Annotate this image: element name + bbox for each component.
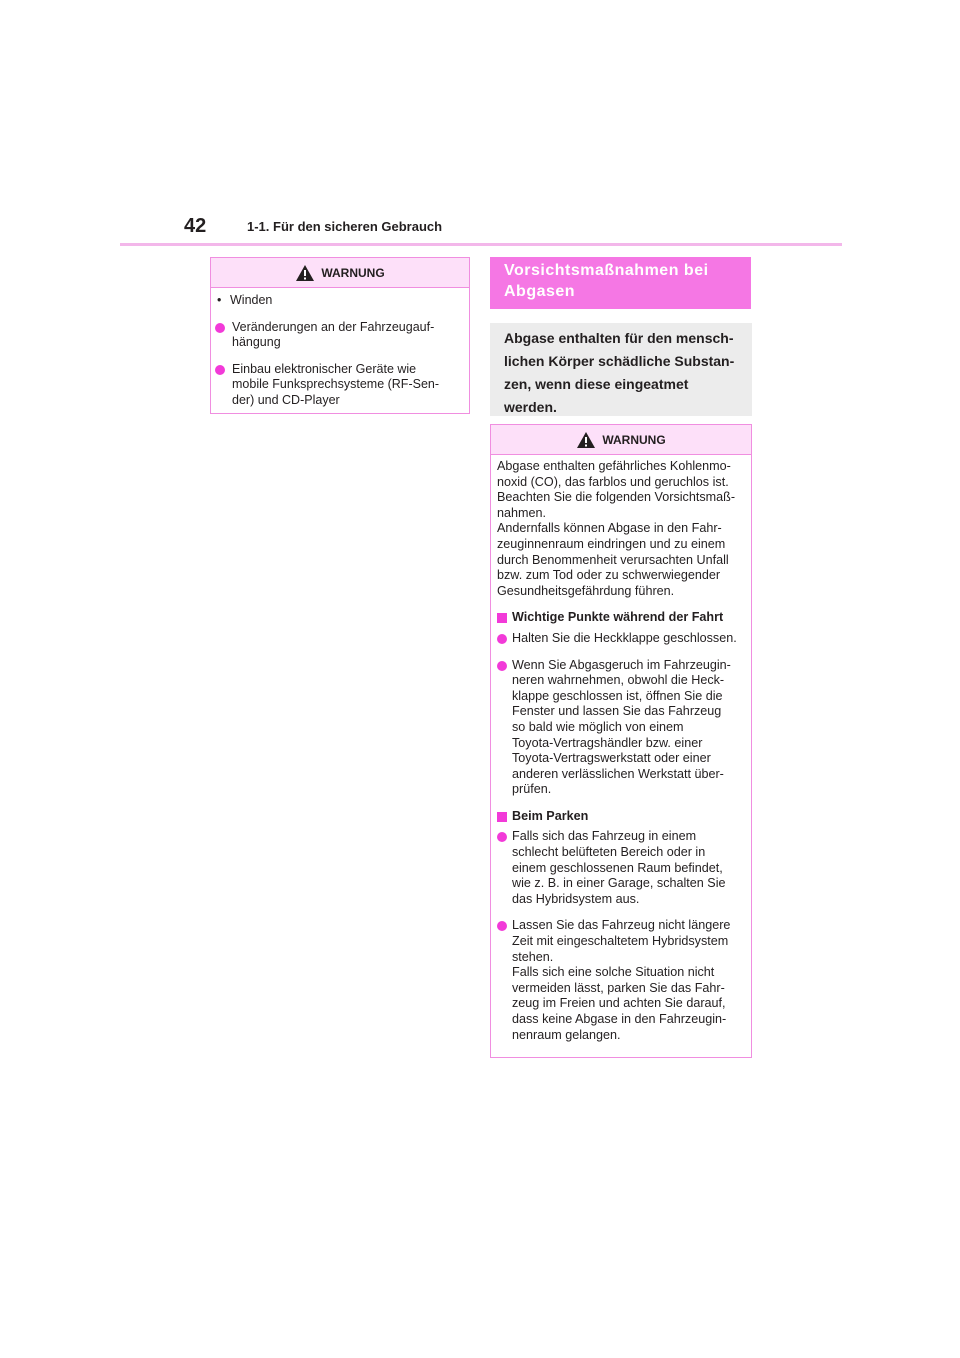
warning-paragraph: Andernfalls können Abgase in den Fahr- zeuginnenraum eindringen und zu einem durch Benommenheit verursachten Unfall bzw. zum Tod oder zu schwerwiegender Gesundheitsgefährdung führen. — [497, 521, 729, 598]
page-number: 42 — [184, 215, 207, 237]
bullet-square-icon — [497, 812, 507, 822]
intro-box — [490, 323, 752, 416]
warning-paragraph: Abgase enthalten gefährliches Kohlenmo- noxid (CO), das farblos und geruchlos ist. Beachten Sie die folgenden Vorsichtsmaß- nahmen. — [497, 459, 736, 520]
sub-heading — [497, 809, 747, 825]
list-item-text: Winden — [230, 293, 273, 307]
list-item — [497, 829, 747, 907]
intro-text: Abgase enthalten für den mensch- lichen Körper schädliche Substan- zen, wenn diese eingeatmet werden. — [504, 330, 735, 415]
list-item-text: Falls sich das Fahrzeug in einem schlecht belüfteten Bereich oder in einem geschlossenen Raum befindet, wie z. B. in einer Garage, schalten Sie das Hybridsystem aus. — [512, 829, 726, 906]
list-item — [215, 293, 465, 309]
warning-title: WARNUNG — [602, 432, 666, 447]
warning-triangle-icon — [295, 264, 315, 282]
list-item-text: Halten Sie die Heckklappe geschlossen. — [512, 630, 737, 645]
bullet-square-icon — [497, 613, 507, 623]
list-item-text: Veränderungen an der Fahrzeugauf- hängung — [232, 319, 435, 350]
list-item — [497, 918, 747, 1043]
warning-triangle-icon — [576, 431, 596, 449]
sub-heading-text: Beim Parken — [512, 808, 589, 823]
bullet-dot-icon: • — [217, 293, 222, 307]
section-heading: Vorsichtsmaßnahmen bei Abgasen — [504, 262, 709, 300]
list-item-text: Wenn Sie Abgasgeruch im Fahrzeugin- neren wahrnehmen, obwohl die Heck- klappe geschlossen ist, öffnen Sie die Fenster und lassen Sie das Fahrzeug so bald wie möglich von einem Toyota-Vertragshändler bzw. einer Toyota-Vertragswerkstatt oder einer anderen verlässlichen Werkstatt über- prüfen. — [512, 657, 731, 797]
warning-header — [491, 425, 751, 455]
section-heading-band — [490, 257, 751, 309]
sub-heading — [497, 610, 747, 626]
warning-header — [211, 258, 469, 288]
section-title: 1-1. Für den sicheren Gebrauch — [247, 219, 443, 234]
warning-title: WARNUNG — [321, 265, 385, 280]
list-item — [497, 658, 747, 798]
bullet-circle-icon — [497, 832, 507, 842]
bullet-circle-icon — [497, 661, 507, 671]
list-item-text: Lassen Sie das Fahrzeug nicht längere Zeit mit eingeschaltetem Hybridsystem stehen. Falls sich eine solche Situation nicht vermeiden lässt, parken Sie das Fahr- zeug im Freien und achten Sie darauf, dass keine Abgase in den Fahrzeugin- nenraum gelangen. — [512, 918, 731, 1042]
bullet-circle-icon — [215, 323, 225, 333]
header-divider — [120, 243, 842, 246]
left-warning-box — [210, 257, 470, 414]
right-warning-box — [490, 424, 752, 1058]
list-item — [215, 362, 465, 409]
list-item — [215, 320, 465, 351]
list-item — [497, 631, 747, 647]
bullet-circle-icon — [215, 365, 225, 375]
list-item-text: Einbau elektronischer Geräte wie mobile Funksprechsysteme (RF-Sen- der) und CD-Player — [232, 361, 440, 407]
bullet-circle-icon — [497, 921, 507, 931]
sub-heading-text: Wichtige Punkte während der Fahrt — [512, 610, 724, 625]
bullet-circle-icon — [497, 634, 507, 644]
